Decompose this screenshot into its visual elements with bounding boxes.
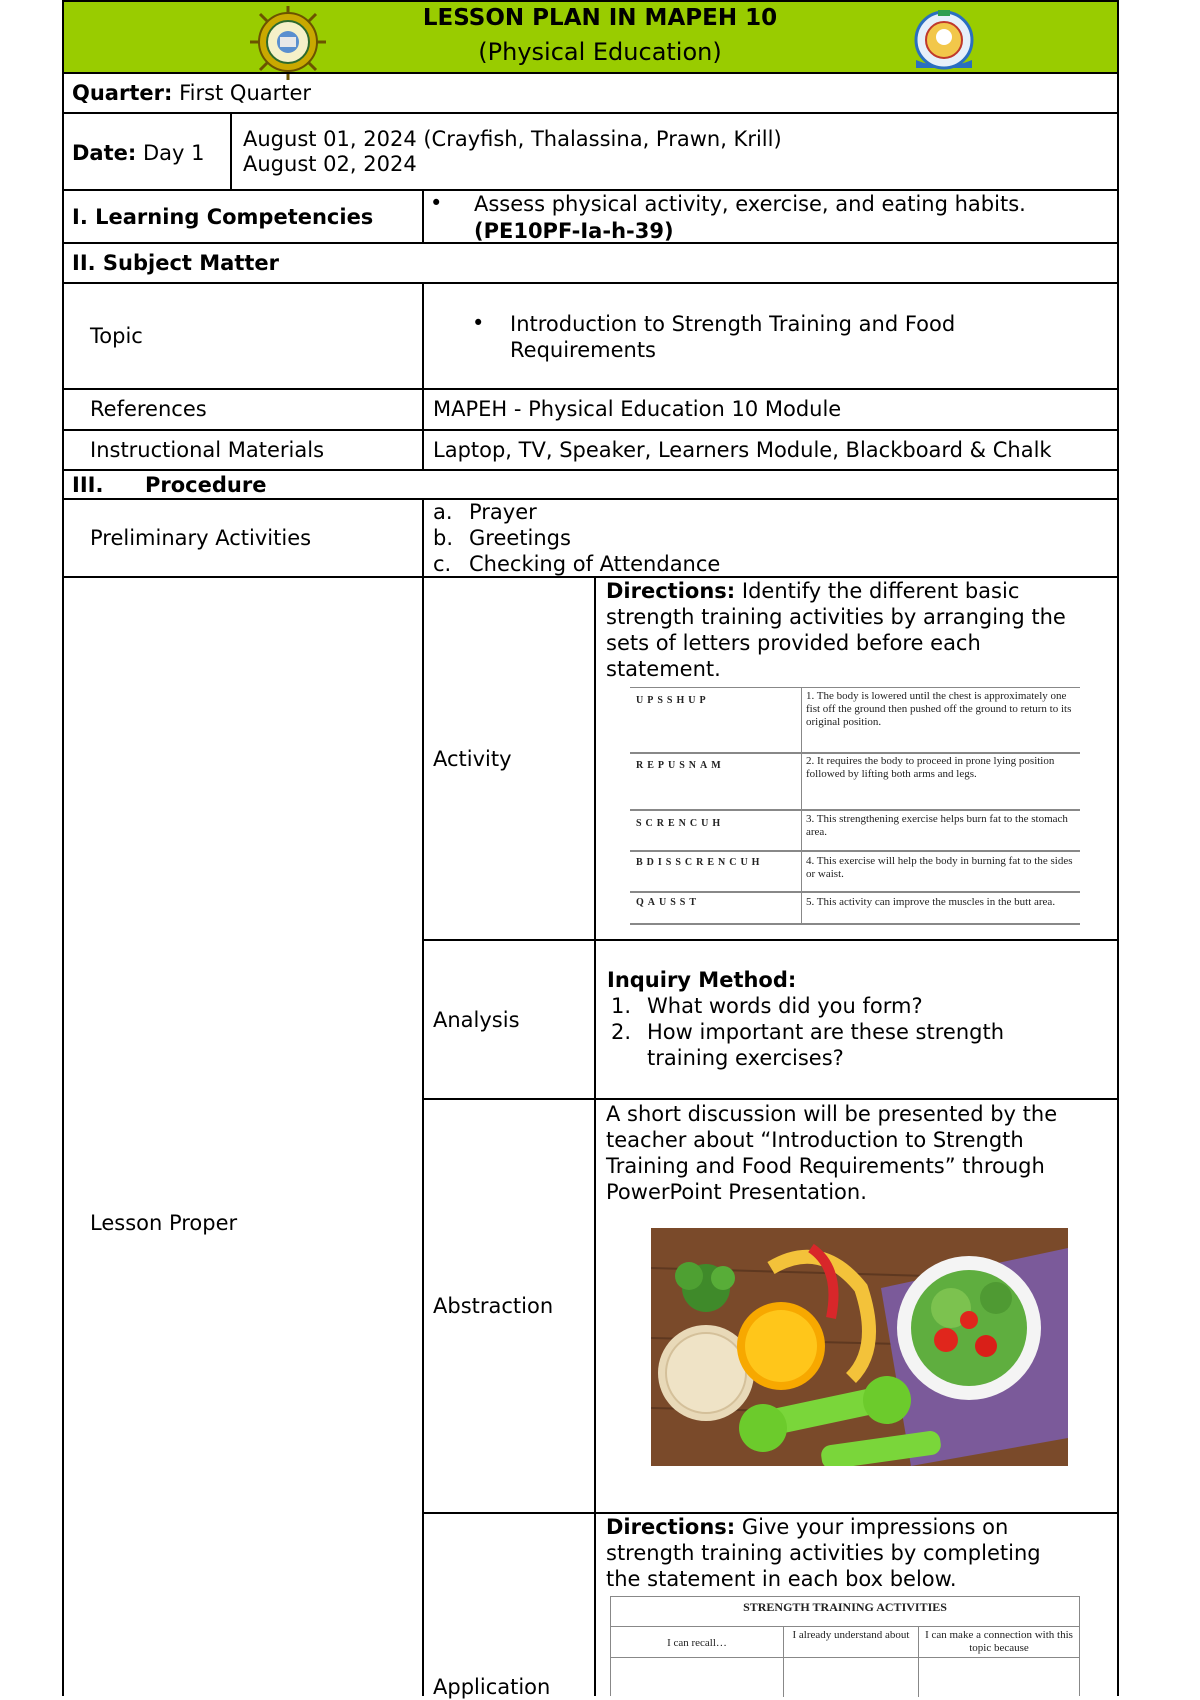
materials-value: Laptop, TV, Speaker, Learners Module, Blackboard & Chalk [433,438,1052,462]
analysis-label: Analysis [433,1008,520,1032]
activity-directions-text: Identify the different basic [741,579,1020,603]
competency-code: (PE10PF-Ia-h-39) [474,219,674,243]
question-marker-1: 1. [611,994,632,1018]
scrambled-word: SCRENCUH [636,818,725,829]
lesson-plan-title: LESSON PLAN IN MAPEH 10 [422,5,778,31]
activity-directions-line-3: sets of letters provided before each [606,631,981,655]
topic-line-1: Introduction to Strength Training and Food [510,312,956,336]
scrambled-word: BDISSCRENCUH [636,857,764,868]
topic-bullet: • [472,311,485,335]
puzzle-statement: 2. It requires the body to proceed in prone lying position followed by lifting both arms and legs. [806,755,1055,780]
procedure-numeral: III. [72,473,104,497]
competencies-label: I. Learning Competencies [72,205,374,229]
application-directions-text: Give your impressions on [741,1515,1009,1539]
question-2-line-1: How important are these strength [647,1020,1004,1044]
scrambled-word: UPSSHUP [636,695,710,706]
materials-label: Instructional Materials [90,438,325,462]
impressions-table-title: STRENGTH TRAINING ACTIVITIES [743,1600,947,1614]
puzzle-statement: 5. This activity can improve the muscles in the butt area. [806,896,1056,908]
abstraction-line-3: Training and Food Requirements” through [606,1154,1045,1178]
preliminary-item-c: Checking of Attendance [469,552,721,576]
activity-directions-label: Directions: [606,579,736,603]
date-line-1: August 01, 2024 (Crayfish, Thalassina, Prawn, Krill) [243,127,782,151]
application-directions-line-2: strength training activities by completing [606,1541,1041,1565]
date-cell [72,140,205,166]
scrambled-words-table [630,687,1080,925]
date-line-2: August 02, 2024 [243,152,417,176]
question-1: What words did you form? [647,994,923,1018]
abstraction-line-4: PowerPoint Presentation. [606,1180,867,1204]
date-label: Date: [72,141,137,165]
impressions-column-header: I already understand about [792,1629,910,1641]
application-directions-label: Directions: [606,1515,736,1539]
application-label: Application [433,1675,551,1699]
abstraction-line-2: teacher about “Introduction to Strength [606,1128,1024,1152]
question-2-line-2: training exercises? [647,1046,844,1070]
healthy-food-dumbbells-photo [651,1228,1068,1466]
topic-line-2: Requirements [510,338,656,362]
preliminary-marker-a: a. [433,500,453,524]
activity-directions-line-1 [606,578,1019,604]
preliminary-item-b: Greetings [469,526,571,550]
competency-text: Assess physical activity, exercise, and eating habits. [474,192,1026,216]
topic-label: Topic [90,324,143,348]
quarter-row [72,80,311,106]
preliminary-marker-c: c. [433,552,452,576]
question-marker-2: 2. [611,1020,632,1044]
references-value: MAPEH - Physical Education 10 Module [433,397,842,421]
impressions-column-header: I can recall… [667,1637,727,1649]
scrambled-word: QAUSST [636,897,701,908]
procedure-label: Procedure [145,473,267,497]
puzzle-statement: 4. This exercise will help the body in burning fat to the sides or waist. [806,855,1073,880]
inquiry-method-label: Inquiry Method: [607,968,797,992]
puzzle-statement: 1. The body is lowered until the chest is approximately one fist off the ground then pushed off the ground to return to its original position. [806,690,1072,728]
preliminary-label: Preliminary Activities [90,526,312,550]
application-directions-line-1 [606,1514,1008,1540]
date-day: Day 1 [142,141,205,165]
activity-directions-line-2: strength training activities by arranging the [606,605,1066,629]
impressions-column-header: I can make a connection with this topic because [925,1629,1073,1654]
preliminary-item-a: Prayer [469,500,537,524]
references-label: References [90,397,207,421]
preliminary-marker-b: b. [433,526,454,550]
quarter-label: Quarter: [72,81,173,105]
subject-matter-label: II. Subject Matter [72,251,280,275]
quarter-value: First Quarter [179,81,312,105]
activity-label: Activity [433,747,512,771]
competency-bullet: • [430,191,443,215]
lesson-proper-label: Lesson Proper [90,1211,238,1235]
activity-directions-line-4: statement. [606,657,721,681]
abstraction-label: Abstraction [433,1294,554,1318]
puzzle-statement: 3. This strengthening exercise helps burn fat to the stomach area. [806,813,1068,838]
impressions-table [610,1596,1080,1696]
application-directions-line-3: the statement in each box below. [606,1567,957,1591]
lesson-plan-subtitle: (Physical Education) [478,38,722,66]
abstraction-line-1: A short discussion will be presented by the [606,1102,1058,1126]
scrambled-word: REPUSNAM [636,760,725,771]
